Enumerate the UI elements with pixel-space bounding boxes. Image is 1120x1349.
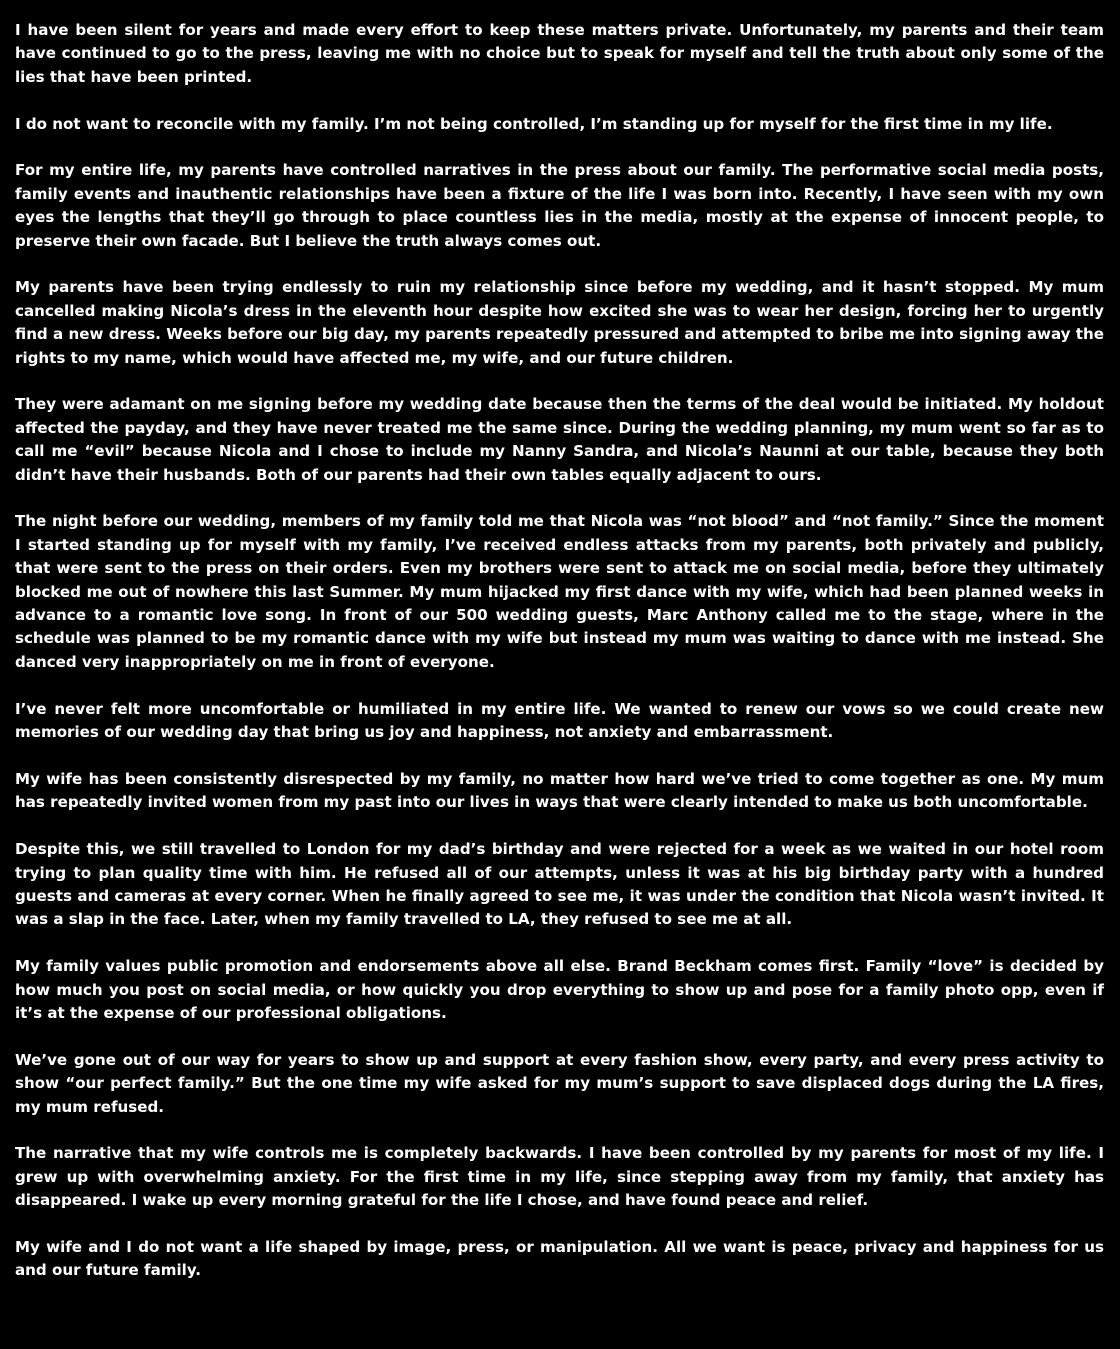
paragraph-6: The night before our wedding, members of my family told me that Nicola was “not blood” and “not family.” Since the moment I started standing up for myself with my family, I’ve received endless attacks from my parents, both privately and publicly, that were sent to the press on their orders. Even my brothers were sent to attack me on social media, before they ultimately blocked me out of nowhere this last Summer. My mum hijacked my first dance with my wife, which had been planned weeks in advance to a romantic love song. In front of our 500 wedding guests, Marc Anthony called me to the stage, where in the schedule was planned to be my romantic dance with my wife but instead my mum was waiting to dance with me instead. She danced very inappropriately on me in front of everyone. [15, 512, 1104, 671]
paragraph-7: I’ve never felt more uncomfortable or humiliated in my entire life. We wanted to renew our vows so we could create new memories of our wedding day that bring us joy and happiness, not anxiety and embarrassment. [15, 699, 1104, 742]
paragraph-4: My parents have been trying endlessly to ruin my relationship since before my wedding, and it hasn’t stopped. My mum cancelled making Nicola’s dress in the eleventh hour despite how excited she was to wear her design, forcing her to urgently find a new dress. Weeks before our big day, my parents repeatedly pressured and attempted to bribe me into signing away the rights to my name, which would have affected me, my wife, and our future children. [15, 278, 1104, 367]
paragraph-8: My wife has been consistently disrespected by my family, no matter how hard we’ve tried to come together as one. My mum has repeatedly invited women from my past into our lives in ways that were clearly intended to make us both uncomfortable. [15, 769, 1104, 812]
paragraph-13: My wife and I do not want a life shaped by image, press, or manipulation. All we want is peace, privacy and happiness for us and our future family. [15, 1237, 1104, 1280]
paragraph-3: For my entire life, my parents have controlled narratives in the press about our family. The performative social media posts, family events and inauthentic relationships have been a fixture of the life I was born into. Recently, I have seen with my own eyes the lengths that they’ll go through to place countless lies in the media, mostly at the expense of innocent people, to preserve their own facade. But I believe the truth always comes out. [15, 161, 1104, 250]
paragraph-5: They were adamant on me signing before my wedding date because then the terms of the deal would be initiated. My holdout affected the payday, and they have never treated me the same since. During the wedding planning, my mum went so far as to call me “evil” because Nicola and I chose to include my Nanny Sandra, and Nicola’s Naunni at our table, because they both didn’t have their husbands. Both of our parents had their own tables equally adjacent to ours. [15, 395, 1104, 484]
paragraph-10: My family values public promotion and endorsements above all else. Brand Beckham comes first. Family “love” is decided by how much you post on social media, or how quickly you drop everything to show up and pose for a family photo opp, even if it’s at the expense of our professional obligations. [15, 957, 1104, 1022]
paragraph-1: I have been silent for years and made every effort to keep these matters private. Unfortunately, my parents and their team have continued to go to the press, leaving me with no choice but to speak for myself and tell the truth about only some of the lies that have been printed. [15, 21, 1104, 86]
paragraph-9: Despite this, we still travelled to London for my dad’s birthday and were rejected for a week as we waited in our hotel room trying to plan quality time with him. He refused all of our attempts, unless it was at his big birthday party with a hundred guests and cameras at every corner. When he finally agreed to see me, it was under the condition that Nicola wasn’t invited. It was a slap in the face. Later, when my family travelled to LA, they refused to see me at all. [15, 840, 1104, 929]
paragraph-11: We’ve gone out of our way for years to show up and support at every fashion show, every party, and every press activity to show “our perfect family.” But the one time my wife asked for my mum’s support to save displaced dogs during the LA fires, my mum refused. [15, 1050, 1104, 1116]
paragraph-2: I do not want to reconcile with my family. I’m not being controlled, I’m standing up for myself for the first time in my life. [15, 114, 1053, 133]
paragraph-12: The narrative that my wife controls me is completely backwards. I have been controlled by my parents for most of my life. I grew up with overwhelming anxiety. For the first time in my life, since stepping away from my family, that anxiety has disappeared. I wake up every morning grateful for the life I chose, and have found peace and relief. [15, 1144, 1104, 1210]
